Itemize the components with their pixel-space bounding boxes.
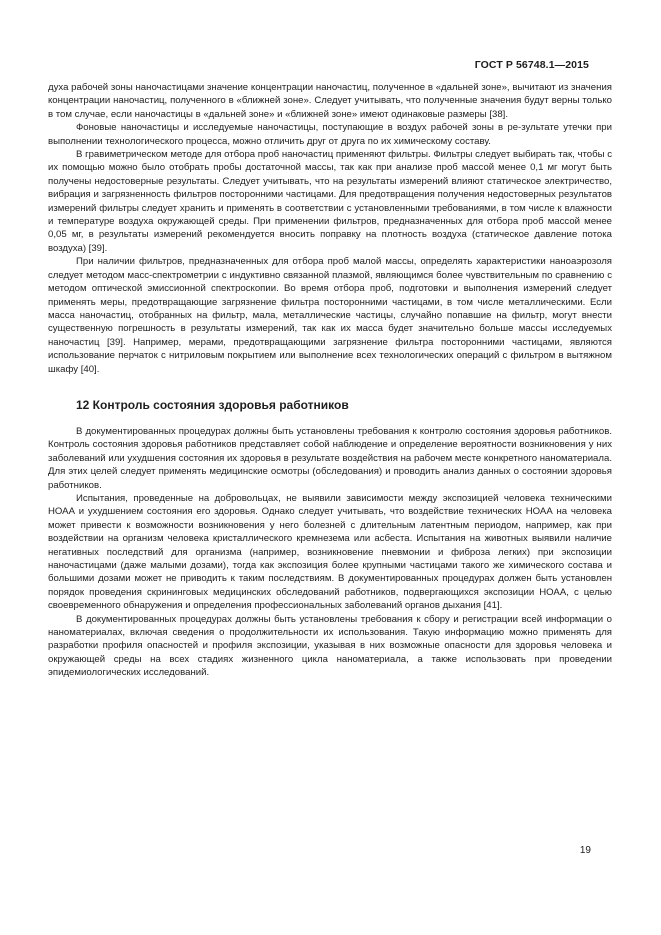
- paragraph-background-nanoparticles: Фоновые наночастицы и исследуемые наночастицы, поступающие в воздух рабочей зоны в ре-зультате утечки при выполнении технологического процесса, можно отличить друг от друга по их химическому составу.: [48, 122, 612, 147]
- paragraph-information-registration: В документированных процедурах должны быть установлены требования к сбору и регистрации всей информации о наноматериалах, включая сведения о продолжительности их использования. Такую информацию можно применять для разработки профиля опасностей и профиля экспозиции, указывая в них возможные опасности для здоровья человека и окружающей среды на всех стадиях жизненного цикла наноматериала, а также использовать при проведении эпидемиологических исследований.: [48, 613, 612, 679]
- standard-id-header: ГОСТ Р 56748.1—2015: [474, 59, 589, 71]
- paragraph-health-control-requirements: В документированных процедурах должны быть установлены требования к контролю состояния здоровья работников. Контроль состояния здоровья работников представляет собой наблюдение и определение вероятности возникновения у них заболеваний или ухудшения состояния их здоровья в результате воздействия на рабочем месте конкретного наноматериала. Для этих целей следует применять медицинские осмотры (обследования) и проводить анализ данных о состоянии здоровья работников.: [48, 425, 612, 491]
- paragraph-volunteer-tests: Испытания, проведенные на добровольцах, не выявили зависимости между экспозицией человека техническими НОАА и ухудшением состояния его здоровья. Однако следует учитывать, что воздействие технических НОАА на человека может привести к возможности возникновения у него болезней с длительным латентным периодом, например, как при воздействии на организм человека кристаллического кремнезема или асбеста. Испытания на животных выявили наличие негативных последствий для организма (например, возникновение пневмонии и фиброза легких) при экспозиции наночастицами (даже малыми дозами), тогда как экспозиция более крупными частицами такого же химического состава и большими дозами может не приводить к таким последствиям. В документированных процедурах должен быть установлен порядок проведения скрининговых медицинских обследований работников, подвергающихся экспозиции НОАА, с целью своевременного обнаружения и определения профессиональных заболеваний органов дыхания [41].: [48, 492, 612, 612]
- section-heading: 12 Контроль состояния здоровья работников: [76, 397, 349, 412]
- paragraph-gravimetric-method: В гравиметрическом методе для отбора проб наночастиц применяют фильтры. Фильтры следует выбирать так, чтобы с их помощью можно было отобрать пробы достаточной массы, так как при анализе проб массой менее 0,1 мг могут быть получены недостоверные результаты. Следует учитывать, что на результаты измерений влияют статическое электричество, вибрация и загрязненность фильтров посторонними частицами. Для предотвращения получения недостоверных результатов измерений фильтры следует хранить и применять в соответствии с установленными требованиями, в том числе к влажности и температуре воздуха окружающей среды. При применении фильтров, предназначенных для отбора проб массой менее 0,05 мг, в результаты измерений рекомендуется вносить поправку на плотность воздуха (статическое давление потока воздуха) [39].: [48, 149, 612, 254]
- document-body: [48, 81, 612, 680]
- paragraph-mass-spectrometry: При наличии фильтров, предназначенных для отбора проб малой массы, определять характеристики наноаэрозоля следует методом масс-спектрометрии с индуктивно связанной плазмой, являющимся более чувствительным по сравнению с методом оптической эмиссионной спектроскопии. Во время отбора проб, подготовки и выполнения измерений следует применять меры, предотвращающие загрязнение фильтра посторонними частицами, в том числе металлическими. Если масса наночастиц, отобранных на фильтр, мала, металлические частицы, случайно попавшие на фильтр, могут внести существенную погрешность в результаты измерений, так как их масса будет значительно больше массы исследуемых наночастиц [39]. Например, мерами, предотвращающими загрязнение фильтра посторонними частицами, являются использование перчаток с нитриловым покрытием или выполнение всех технологических операций с фильтром в вытяжном шкафу [40].: [48, 256, 612, 375]
- page-number: 19: [579, 845, 591, 856]
- paragraph-continuation: духа рабочей зоны наночастицами значение концентрации наночастиц, полученное в «дальней зоне», вычитают из значения концентрации наночастиц, полученного в «ближней зоне». Следует учитывать, что полученные значения будут верны только в том случае, если наночастицы в «дальней зоне» и «ближней зоне» имеют одинаковые размеры [38].: [48, 82, 612, 120]
